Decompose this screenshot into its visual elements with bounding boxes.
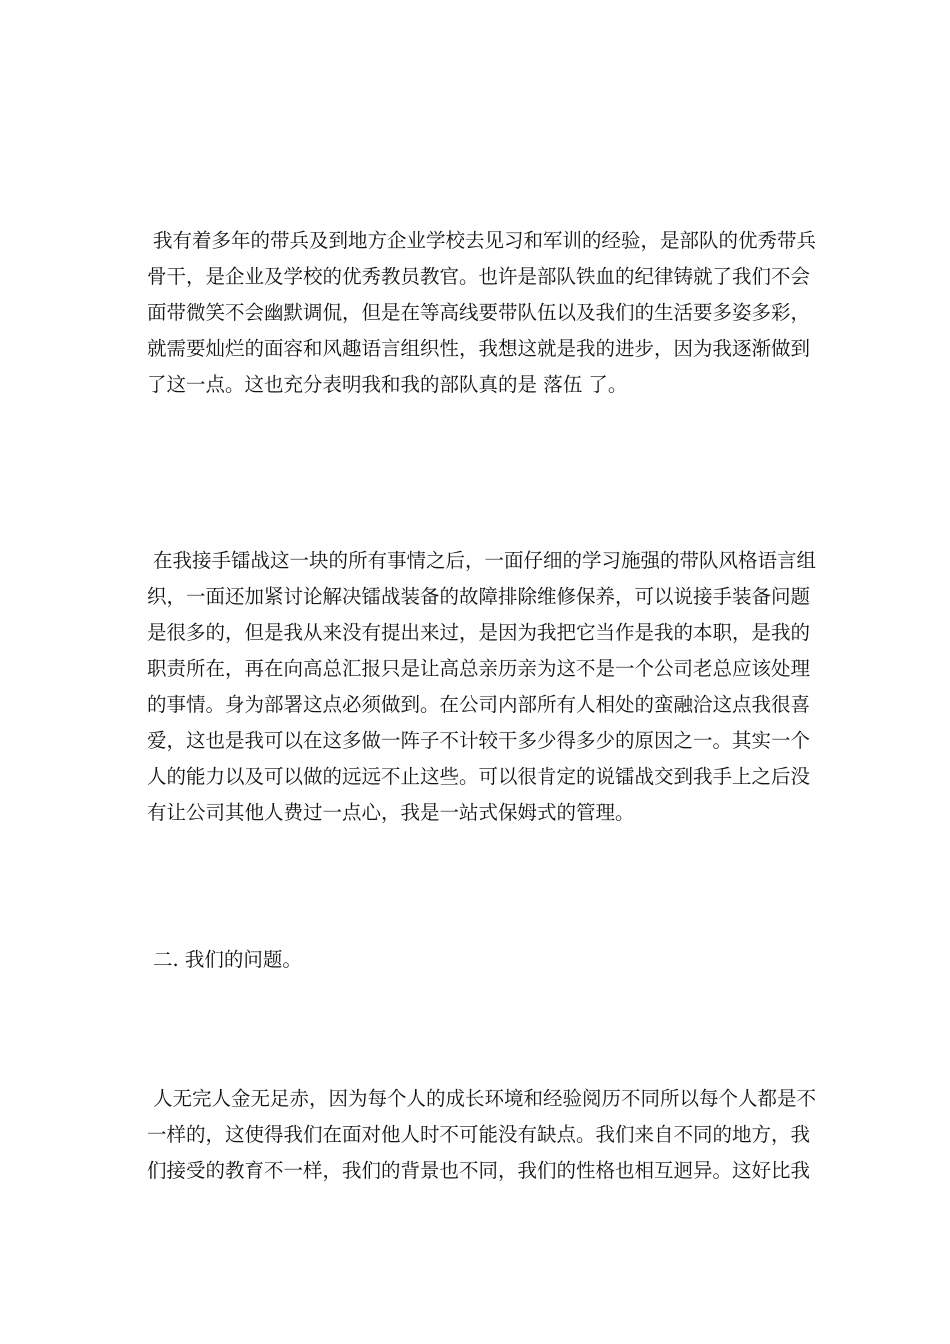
text-line: 职责所在，再在向高总汇报只是让高总亲历亲为这不是一个公司老总应该处理 (147, 657, 811, 680)
paragraph-laser-tag (147, 543, 817, 831)
text-line: 爱，这也是我可以在这多做一阵子不计较干多少得多少的原因之一。其实一个 (147, 729, 811, 752)
text-line: 在我接手镭战这一块的所有事情之后，一面仔细的学习施强的带队风格语言组 (153, 549, 817, 572)
heading-text: 二. 我们的问题。 (153, 948, 302, 971)
text-line: 是很多的，但是我从来没有提出来过，是因为我把它当作是我的本职，是我的 (147, 621, 811, 644)
section-heading (147, 942, 807, 978)
text-line: 了这一点。这也充分表明我和我的部队真的是 落伍 了。 (147, 373, 628, 396)
paragraph-problems (147, 1081, 817, 1189)
paragraph-experience (147, 223, 817, 403)
text-line: 骨干，是企业及学校的优秀教员教官。也许是部队铁血的纪律铸就了我们不会 (147, 265, 811, 288)
text-line: 有让公司其他人费过一点心，我是一站式保姆式的管理。 (147, 801, 635, 824)
text-line: 就需要灿烂的面容和风趣语言组织性，我想这就是我的进步，因为我逐渐做到 (147, 337, 811, 360)
text-line: 们接受的教育不一样，我们的背景也不同，我们的性格也相互迥异。这好比我 (147, 1159, 811, 1182)
text-line: 我有着多年的带兵及到地方企业学校去见习和军训的经验，是部队的优秀带兵 (153, 229, 817, 252)
text-line: 一样的，这使得我们在面对他人时不可能没有缺点。我们来自不同的地方，我 (147, 1123, 811, 1146)
text-line: 人的能力以及可以做的远远不止这些。可以很肯定的说镭战交到我手上之后没 (147, 765, 811, 788)
text-line: 人无完人金无足赤，因为每个人的成长环境和经验阅历不同所以每个人都是不 (153, 1087, 817, 1110)
text-line: 织，一面还加紧讨论解决镭战装备的故障排除维修保养，可以说接手装备问题 (147, 585, 811, 608)
text-line: 面带微笑不会幽默调侃，但是在等高线要带队伍以及我们的生活要多姿多彩， (147, 301, 811, 324)
text-line: 的事情。身为部署这点必须做到。在公司内部所有人相处的蛮融洽这点我很喜 (147, 693, 811, 716)
